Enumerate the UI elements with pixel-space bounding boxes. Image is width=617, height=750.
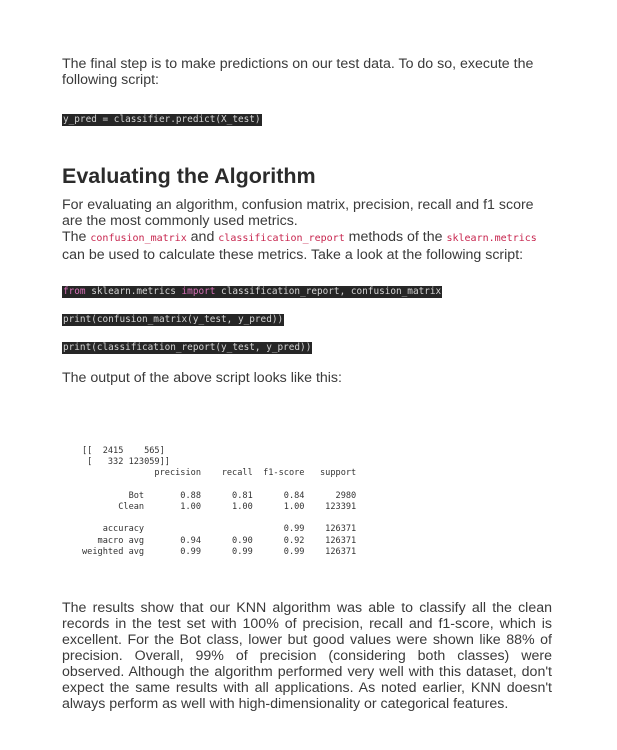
code-print-confusion: print(confusion_matrix(y_test, y_pred))	[63, 314, 284, 325]
code-import-line	[62, 286, 442, 298]
metrics-text-2: The	[62, 229, 91, 245]
code-import-names: classification_report, confusion_matrix	[215, 286, 442, 297]
classification-report-output: [[ 2415 565] [ 332 123059]] precision recall f1-score support Bot 0.88 0.81 0.84 2980 Clean 1.00 1.00 1.00 123391 accuracy 0.99 126371 macro avg 0.94 0.90 0.92 126371 weighted avg 0.99 0.99 0.99 126371	[82, 446, 357, 557]
inline-code-classification-report: classification_report	[218, 233, 345, 244]
metrics-text-5: can be used to calculate these metrics. Take a look at the following script:	[62, 247, 524, 263]
section-heading: Evaluating the Algorithm	[62, 164, 316, 188]
metrics-paragraph	[62, 197, 552, 263]
metrics-text-1: For evaluating an algorithm, confusion matrix, precision, recall and f1 score are the most commonly used metrics.	[62, 197, 534, 229]
code-keyword-import: import	[181, 286, 216, 297]
inline-code-confusion-matrix: confusion_matrix	[90, 233, 187, 244]
code-keyword-from: from	[63, 286, 86, 297]
code-print-report: print(classification_report(y_test, y_pred))	[63, 342, 312, 353]
code-predict: y_pred = classifier.predict(X_test)	[63, 114, 261, 125]
output-intro: The output of the above script looks like this:	[62, 370, 342, 386]
metrics-text-3: and	[186, 229, 219, 245]
inline-code-sklearn-metrics: sklearn.metrics	[446, 233, 537, 244]
intro-paragraph: The final step is to make predictions on our test data. To do so, execute the following script:	[62, 56, 534, 88]
metrics-text-4: methods of the	[344, 229, 447, 245]
code-module: sklearn.metrics	[85, 286, 182, 297]
conclusion-paragraph: The results show that our KNN algorithm was able to classify all the clean records in the test set with 100% of precision, recall and f1-score, which is excellent. For the Bot class, lower but good values were shown like 88% of precision. Overall, 99% of precision (considering both classes) were observed. Although the algorithm performed very well with this dataset, don't expect the same results with all applications. As noted earlier, KNN doesn't always perform as well with high-dimensionality or categorical features.	[62, 600, 552, 712]
